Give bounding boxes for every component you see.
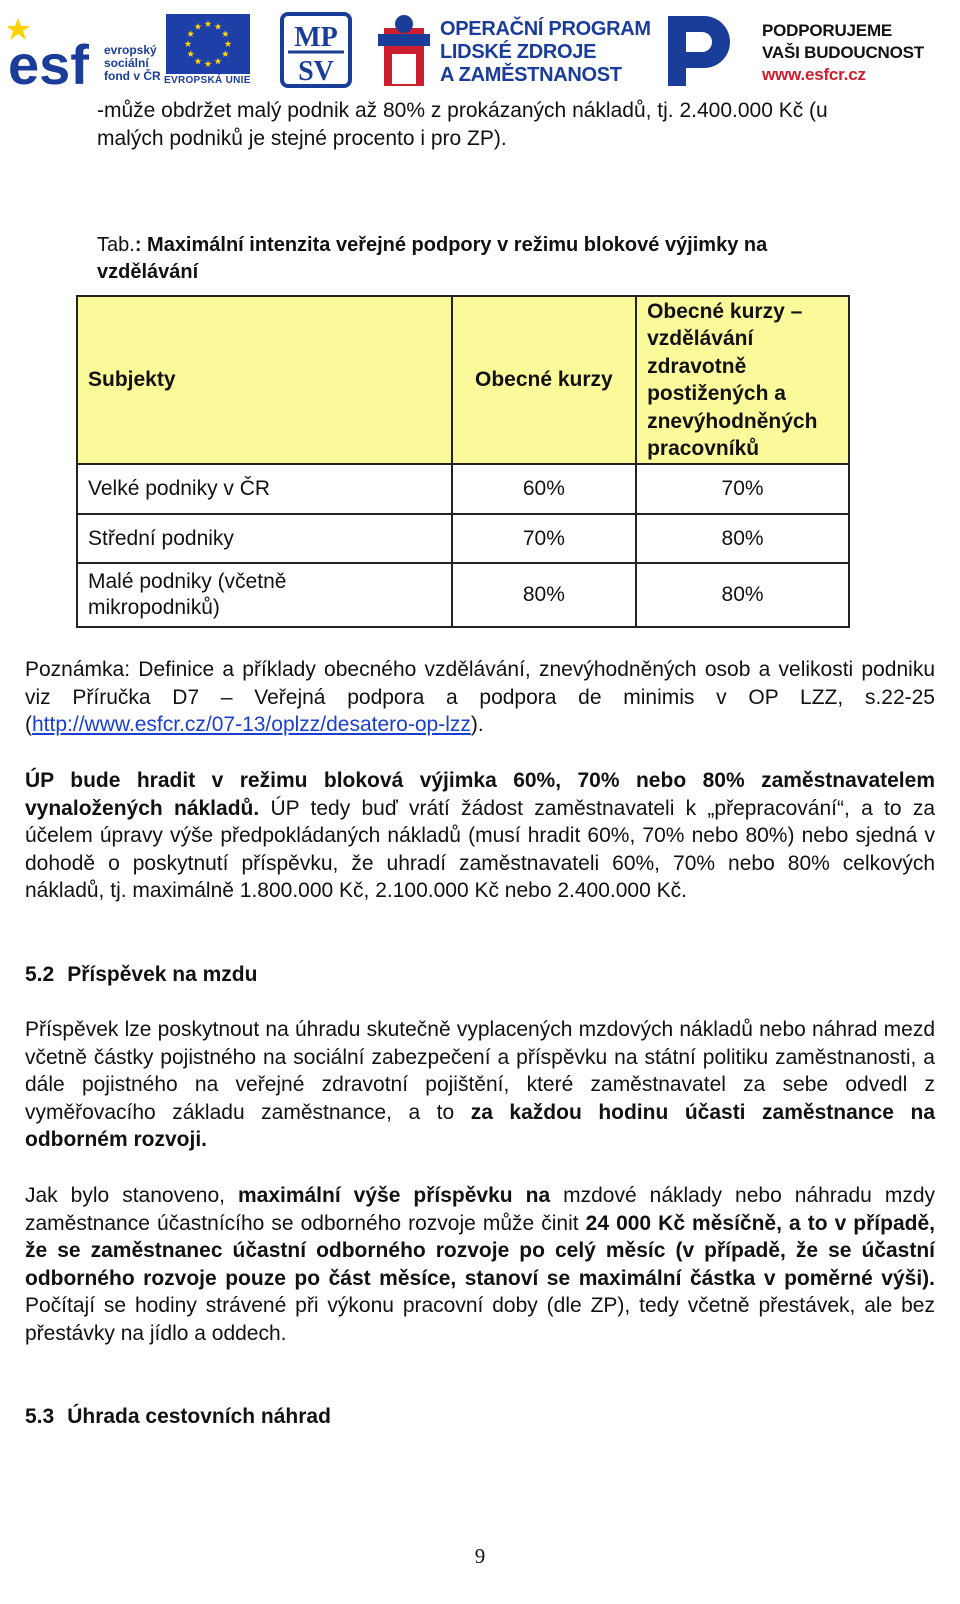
- row-subject: Malé podniky (včetně mikropodniků): [77, 563, 452, 627]
- esfcr-p-icon: [660, 12, 736, 88]
- row-general-value: 70%: [452, 514, 636, 563]
- row-subject: Střední podniky: [77, 514, 452, 563]
- header-subjects: Subjekty: [77, 296, 452, 464]
- caption-text: : Maximální intenzita veřejné podpory v režimu blokové výjimky na: [134, 234, 768, 256]
- table-note: [25, 656, 935, 739]
- section-number: 5.2: [25, 963, 55, 986]
- intro-line: -může obdržet malý podnik až 80% z prokázaných nákladů, tj. 2.400.000 Kč (u: [97, 99, 828, 122]
- note-link[interactable]: http://www.esfcr.cz/07-13/oplzz/desatero-op-lzz: [32, 713, 471, 737]
- support-intensity-table: [76, 295, 850, 628]
- esf-sub-line: sociální: [104, 56, 149, 70]
- header-general-courses: Obecné kurzy: [452, 296, 636, 464]
- esf-sub-line: fond v ČR: [104, 69, 161, 83]
- paragraph-max-contribution: [25, 1182, 935, 1348]
- caption-text-2: vzdělávání: [97, 261, 199, 283]
- op-lzz-icon: [378, 14, 430, 88]
- mpsv-logo: [280, 12, 352, 88]
- para2-text: Příspěvek lze poskytnout na úhradu skutečně vyplacených mzdových nákladů nebo náhrad mezd včetně částky pojistného na sociální zabezpečení a příspěvku na státní politiku zaměstnanosti, a dále pojistného na veřejné zdravotní pojištění, které zaměstnavatel za sebe odvedl z vyměřovacího základu zaměstnance, a to: [25, 1018, 935, 1124]
- op-line: LIDSKÉ ZDROJE: [440, 41, 597, 63]
- eu-label: EVROPSKÁ UNIE: [164, 75, 251, 86]
- op-line: OPERAČNÍ PROGRAM: [440, 18, 651, 40]
- para1-bold: ÚP bude hradit v režimu bloková výjimka 60%, 70% nebo 80% zaměstnavatelem vynaložených nákladů.: [25, 769, 935, 820]
- mpsv-line: MP: [294, 22, 338, 53]
- page-number: 9: [474, 1544, 486, 1568]
- table-header-row: [77, 296, 849, 464]
- note-text: Poznámka: Definice a příklady obecného vzdělávání, znevýhodněných osob a velikosti podniku viz Příručka D7 – Veřejná podpora a podpora de minimis v OP LZZ, s.22-25 (: [25, 658, 935, 737]
- table-row: [77, 464, 849, 514]
- paragraph-wage-contribution: [25, 1016, 935, 1154]
- intro-line: malých podniků je stejné procento i pro ZP).: [97, 126, 507, 150]
- row-general-value: 60%: [452, 464, 636, 514]
- para3-text: mzdové náklady nebo náhradu mzdy zaměstnance účastnícího se odborného rozvoje může činit: [25, 1184, 936, 1235]
- section-title: Úhrada cestovních náhrad: [67, 1405, 331, 1428]
- eu-flag-icon: [166, 14, 250, 74]
- esfcr-url: www.esfcr.cz: [762, 65, 866, 84]
- para3-bold: 24 000 Kč měsíčně, a to v případě, že se zaměstnanec účastní odborného rozvoje po celý měsíc (v případě, že se účastní odborného rozvoje pouze po část měsíce, stanoví se maximální částka v poměrné výši).: [25, 1211, 935, 1290]
- section-title: Příspěvek na mzdu: [67, 963, 258, 986]
- header-disabled-courses: Obecné kurzy – vzdělávání zdravotně postižených a znevýhodněných pracovníků: [636, 296, 849, 464]
- row-disabled-value: 80%: [636, 563, 849, 627]
- intro-text: [97, 97, 947, 152]
- header-logo-bar: [0, 0, 960, 95]
- section-number: 5.3: [25, 1405, 55, 1428]
- section-heading-5-3: [25, 1403, 935, 1431]
- note-tail: ).: [470, 713, 484, 737]
- table-row: [77, 514, 849, 563]
- mpsv-line: SV: [298, 56, 334, 87]
- row-subject: Velké podniky v ČR: [77, 464, 452, 514]
- esf-logo: [8, 14, 104, 90]
- slogan-line: VAŠI BUDOUCNOST: [762, 43, 924, 62]
- row-disabled-value: 70%: [636, 464, 849, 514]
- para2-bold: za každou hodinu účasti zaměstnance na odborném rozvoji.: [25, 1100, 935, 1152]
- esf-logo-text: esf: [8, 33, 89, 90]
- section-heading-5-2: [25, 961, 935, 989]
- para3-text: Počítají se hodiny strávené při výkonu pracovní doby (dle ZP), tedy včetně přestávek, ale bez přestávky na jídlo a oddech.: [25, 1294, 935, 1345]
- para1-text: ÚP tedy buď vrátí žádost zaměstnavateli k „přepracování“, a to za účelem úpravy výše předpokládaných nákladů (musí hradit 60%, 70% nebo 80%) nebo sjedná v dohodě o poskytnutí příspěvku, že uhradí zaměstnavateli 60%, 70% nebo 80% celkových nákladů, tj. maximálně 1.800.000 Kč, 2.100.000 Kč nebo 2.400.000 Kč.: [25, 796, 935, 903]
- table-caption: [97, 232, 897, 286]
- caption-prefix: Tab.: [97, 234, 135, 256]
- esf-sub-line: evropský: [104, 43, 157, 57]
- row-disabled-value: 80%: [636, 514, 849, 563]
- para3-bold: maximální výše příspěvku na: [237, 1184, 551, 1207]
- op-line: A ZAMĚSTNANOST: [440, 64, 622, 86]
- table-row: [77, 563, 849, 627]
- para3-text: Jak bylo stanoveno,: [25, 1184, 238, 1207]
- esfcr-slogan: [762, 20, 924, 86]
- op-lzz-wordmark: [440, 18, 651, 87]
- row-general-value: 80%: [452, 563, 636, 627]
- slogan-line: PODPORUJEME: [762, 21, 893, 40]
- paragraph-up-payment: [25, 767, 935, 905]
- esf-subtitle: [104, 44, 161, 83]
